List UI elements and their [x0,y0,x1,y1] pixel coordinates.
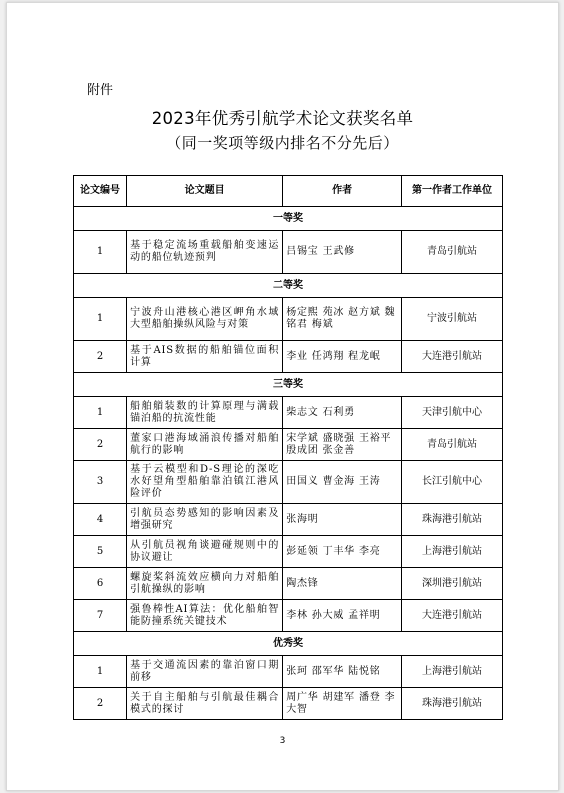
paper-title: 基于AIS数据的船舶锚位面积计算 [127,341,283,373]
paper-unit: 深圳港引航站 [402,568,503,600]
paper-title: 螺旋桨斜流效应横向力对船舶引航操纵的影响 [127,568,283,600]
section-label: 优秀奖 [74,632,503,656]
document-title: 2023年优秀引航学术论文获奖名单 [151,109,414,128]
paper-unit: 天津引航中心 [402,397,503,429]
paper-authors: 宋学斌 盛晓强 王裕平 殷成团 张金善 [283,429,402,461]
section-row-second-prize [74,274,503,298]
paper-title: 董家口港海域涌浪传播对船舶航行的影响 [127,429,283,461]
paper-authors: 杨定熙 苑冰 赵方斌 魏铭君 梅斌 [283,298,402,341]
paper-number: 4 [74,504,127,536]
section-row-excellence-prize [74,632,503,656]
table-row [74,536,503,568]
table-row [74,504,503,536]
attachment-label: 附件 [87,83,114,98]
paper-authors: 张珂 邵军华 陆悦铭 [283,656,402,688]
paper-unit: 长江引航中心 [402,461,503,504]
paper-number: 3 [74,461,127,504]
paper-number: 2 [74,429,127,461]
paper-unit: 青岛引航站 [402,429,503,461]
paper-unit: 珠海港引航站 [402,504,503,536]
paper-unit: 珠海港引航站 [402,688,503,720]
section-row-third-prize [74,373,503,397]
paper-title: 引航员态势感知的影响因素及增强研究 [127,504,283,536]
paper-number: 1 [74,656,127,688]
paper-number: 6 [74,568,127,600]
section-label: 二等奖 [74,274,503,298]
section-row-first-prize [74,207,503,231]
document-page [6,2,559,791]
section-label: 一等奖 [74,207,503,231]
section-label: 三等奖 [74,373,503,397]
table-row [74,341,503,373]
paper-number: 2 [74,688,127,720]
header-unit: 第一作者工作单位 [402,176,503,207]
paper-authors: 陶杰锋 [283,568,402,600]
table-row [74,429,503,461]
paper-authors: 张海明 [283,504,402,536]
table-row [74,656,503,688]
paper-unit: 大连港引航站 [402,600,503,632]
header-number: 论文编号 [74,176,127,207]
paper-number: 5 [74,536,127,568]
paper-authors: 吕锡宝 王武修 [283,231,402,274]
paper-unit: 大连港引航站 [402,341,503,373]
table-row [74,688,503,720]
paper-unit: 宁波引航站 [402,298,503,341]
paper-number: 1 [74,298,127,341]
page-number: 3 [279,736,286,746]
document-subtitle: （同一奖项等级内排名不分先后） [166,134,399,152]
table-header-row [74,176,503,207]
paper-authors: 柴志文 石利勇 [283,397,402,429]
paper-number: 2 [74,341,127,373]
paper-authors: 李业 任鸿翔 程龙岷 [283,341,402,373]
table-row [74,568,503,600]
header-authors: 作者 [283,176,402,207]
table-row [74,461,503,504]
paper-authors: 彭延领 丁丰华 李亮 [283,536,402,568]
paper-number: 1 [74,231,127,274]
paper-authors: 田国义 曹金海 王涛 [283,461,402,504]
paper-unit: 上海港引航站 [402,656,503,688]
paper-number: 1 [74,397,127,429]
header-title: 论文题目 [127,176,283,207]
paper-title: 强鲁棒性AI算法：优化船舶智能防撞系统关键技术 [127,600,283,632]
paper-number: 7 [74,600,127,632]
paper-title: 基于稳定流场重载船舶变速运动的船位轨迹预判 [127,231,283,274]
paper-title: 基于交通流因素的靠泊窗口期前移 [127,656,283,688]
paper-authors: 李林 孙大威 孟祥明 [283,600,402,632]
table-row [74,231,503,274]
table-row [74,397,503,429]
paper-unit: 青岛引航站 [402,231,503,274]
awards-table [73,175,503,720]
paper-title: 从引航员视角谈避碰规则中的协议避让 [127,536,283,568]
paper-title: 基于云模型和D-S理论的深吃水好望角型船舶靠泊镇江港风险评价 [127,461,283,504]
table-row [74,600,503,632]
paper-title: 关于自主船舶与引航最佳耦合模式的探讨 [127,688,283,720]
paper-unit: 上海港引航站 [402,536,503,568]
paper-title: 宁波舟山港核心港区岬角水域大型船舶操纵风险与对策 [127,298,283,341]
paper-title: 船舶艏装数的计算原理与满载锚泊船的抗流性能 [127,397,283,429]
paper-authors: 周广华 胡建军 潘登 李大智 [283,688,402,720]
table-row [74,298,503,341]
